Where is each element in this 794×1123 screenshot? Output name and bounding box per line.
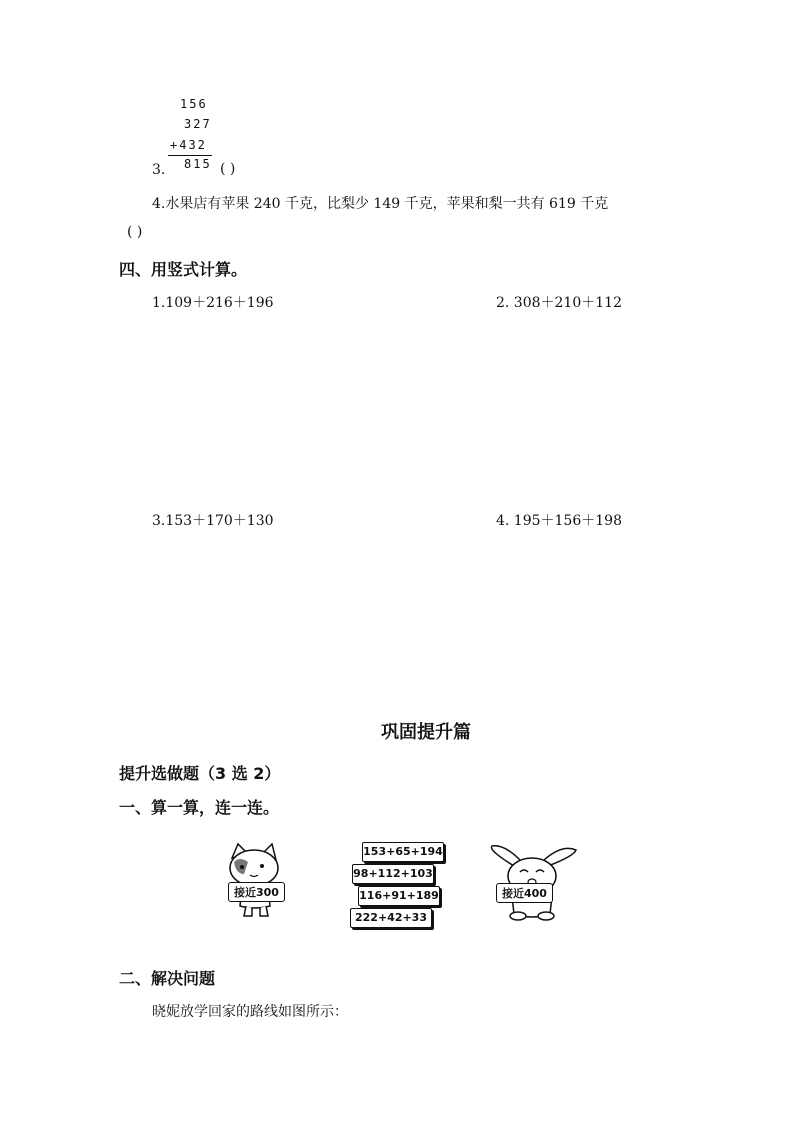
expression-card-stack — [348, 842, 443, 930]
optional-instruction: 提升选做题（3 选 2） — [119, 764, 281, 783]
section-2-text: 晓妮放学回家的路线如图所示： — [152, 1004, 348, 1020]
section-2-title: 二、解决问题 — [119, 969, 216, 988]
cat-icon — [218, 840, 298, 920]
calc-problem-2: 2. 308＋210＋112 — [496, 295, 622, 311]
cat-illustration — [218, 840, 298, 920]
q3-sum: 815 — [184, 157, 212, 171]
q3-addend-3: +432 — [170, 138, 207, 152]
q3-sum-line — [168, 155, 212, 156]
q4-text: 4.水果店有苹果 240 千克，比梨少 149 千克，苹果和梨一共有 619 千克 — [152, 196, 609, 212]
expression-card-1[interactable]: 153+65+194 — [362, 842, 444, 862]
expression-card-3[interactable]: 116+91+189 — [358, 886, 440, 906]
expression-card-4[interactable]: 222+42+33 — [350, 908, 432, 928]
part-title: 巩固提升篇 — [381, 722, 471, 743]
calc-problem-1: 1.109＋216＋196 — [152, 295, 274, 311]
sign-near-400[interactable]: 接近400 — [496, 883, 553, 903]
q3-answer-blank[interactable]: ( ) — [220, 161, 236, 177]
sign-near-300[interactable]: 接近300 — [228, 882, 285, 902]
calc-problem-3: 3.153＋170＋130 — [152, 513, 274, 529]
rabbit-illustration — [484, 840, 580, 922]
q3-addend-1: 156 — [180, 97, 208, 111]
q3-addend-2: 327 — [184, 117, 212, 131]
q4-answer-blank[interactable]: ( ) — [127, 224, 143, 240]
rabbit-icon — [484, 840, 580, 922]
section-4-title: 四、用竖式计算。 — [119, 260, 248, 279]
q3-number: 3. — [152, 162, 166, 178]
calc-problem-4: 4. 195＋156＋198 — [496, 513, 622, 529]
expression-card-2[interactable]: 98+112+103 — [352, 864, 434, 884]
section-1-title: 一、算一算，连一连。 — [119, 798, 280, 817]
